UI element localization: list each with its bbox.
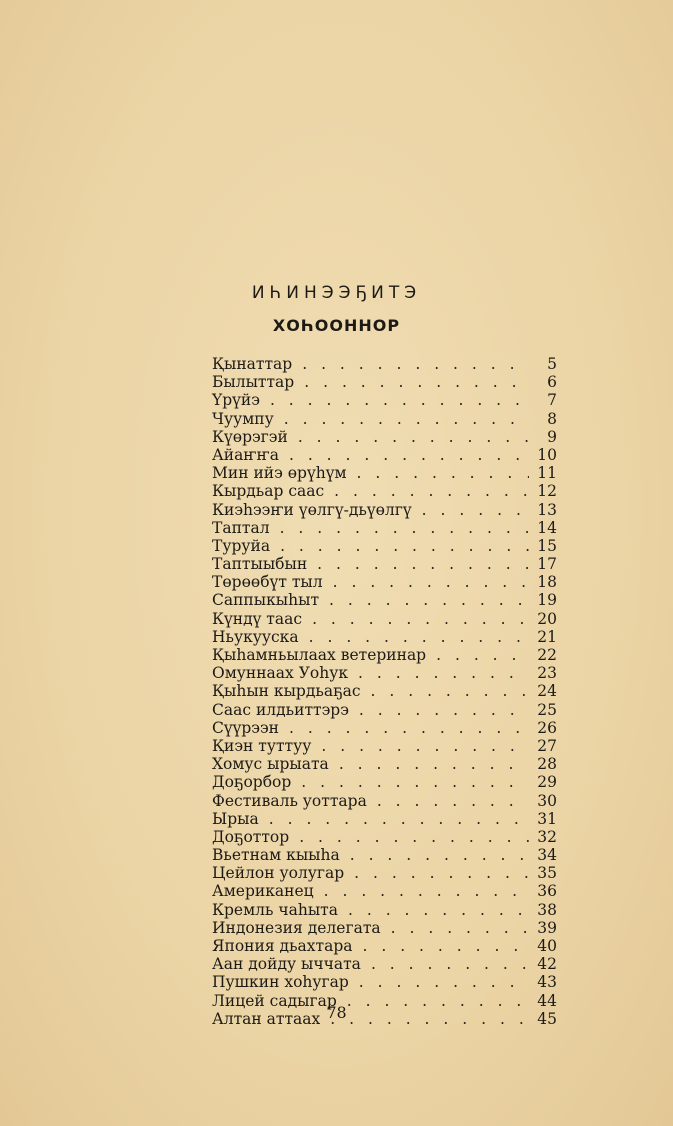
dot-leader [349, 701, 529, 719]
toc-entry [212, 864, 557, 882]
toc-entry-page: 40 [537, 937, 557, 955]
toc-entry-title: Қиэн туттуу [212, 736, 312, 755]
dot-leader [311, 737, 529, 755]
toc-entry [212, 919, 557, 937]
dot-leader [324, 482, 529, 500]
toc-entry-title: Лицей садыгар [212, 991, 337, 1010]
toc-entry-title: Мин ийэ өрүһүм [212, 464, 347, 483]
dot-leader [347, 464, 529, 482]
toc-entry-title: Кырдьар саас [212, 482, 325, 501]
toc-entry [212, 682, 557, 700]
toc-entry-title: Чуумпу [212, 409, 274, 428]
dot-leader [291, 773, 529, 791]
toc-entry [212, 810, 557, 828]
table-of-contents [212, 355, 557, 1028]
dot-leader [344, 864, 529, 882]
toc-entry [212, 719, 557, 737]
toc-entry-page: 43 [537, 973, 557, 992]
toc-entry-title: Цейлон уолугар [212, 864, 345, 883]
toc-entry-title: Қыһамньылаах ветеринар [212, 646, 427, 664]
toc-entry-page: 32 [537, 827, 557, 846]
dot-leader [274, 410, 529, 428]
toc-entry-page: 7 [547, 391, 557, 410]
toc-entry-title: Былыттар [212, 373, 295, 392]
toc-entry-page: 5 [547, 355, 557, 373]
toc-entry-page: 15 [537, 536, 557, 555]
toc-entry-page: 23 [537, 664, 557, 683]
toc-entry-title: Саппыкыһыт [212, 591, 320, 610]
toc-entry-title: Хомус ырыата [212, 755, 329, 774]
toc-entry [212, 646, 557, 664]
toc-entry [212, 410, 557, 428]
dot-leader [289, 828, 529, 846]
toc-entry-title: Аан дойду ыччата [212, 955, 361, 974]
toc-entry-page: 8 [547, 409, 557, 428]
toc-entry-title: Киэһээҥи үөлгү-дьүөлгү [212, 500, 412, 519]
dot-leader [338, 901, 529, 919]
toc-entry [212, 664, 557, 682]
dot-leader [319, 591, 529, 609]
toc-entry-title: Доҕоттор [212, 827, 290, 846]
dot-leader [353, 937, 530, 955]
dot-leader [294, 373, 529, 391]
toc-entry-page: 17 [537, 555, 557, 574]
dot-leader [361, 955, 529, 973]
toc-entry-page: 30 [537, 791, 557, 810]
toc-entry-page: 11 [537, 464, 557, 483]
toc-entry-page: 38 [537, 900, 557, 919]
toc-entry [212, 755, 557, 773]
dot-leader [270, 519, 529, 537]
dot-leader [260, 391, 529, 409]
toc-entry-title: Ньукууска [212, 627, 299, 646]
toc-entry [212, 428, 557, 446]
toc-entry-title: Вьетнам кыыһа [212, 846, 340, 865]
toc-entry-page: 10 [537, 445, 557, 464]
toc-entry-page: 39 [537, 918, 557, 937]
toc-entry-page: 6 [547, 373, 557, 392]
toc-entry-title: Фестиваль уоттара [212, 791, 367, 810]
toc-entry-title: Сүүрээн [212, 718, 279, 737]
toc-entry-page: 18 [537, 573, 557, 592]
toc-entry-title: Алтан аттаах [212, 1009, 321, 1028]
toc-entry-page: 19 [537, 591, 557, 610]
toc-entry-page: 28 [537, 755, 557, 774]
toc-entry-page: 14 [537, 518, 557, 537]
dot-leader [299, 628, 529, 646]
toc-entry-page: 12 [537, 482, 557, 501]
dot-leader [340, 846, 529, 864]
toc-entry [212, 519, 557, 537]
toc-entry-page: 21 [537, 627, 557, 646]
toc-entry [212, 555, 557, 573]
toc-entry-title: Доҕорбор [212, 773, 292, 792]
dot-leader [288, 428, 529, 446]
toc-entry-page: 26 [537, 718, 557, 737]
toc-entry [212, 773, 557, 791]
toc-entry-page: 44 [537, 991, 557, 1010]
toc-entry [212, 828, 557, 846]
section-heading: ИҺИНЭЭҔИТЭ [251, 283, 422, 303]
toc-entry [212, 591, 557, 609]
toc-entry [212, 482, 557, 500]
toc-entry [212, 846, 557, 864]
dot-leader [292, 355, 529, 373]
toc-entry-title: Япония дьахтара [212, 937, 353, 955]
toc-entry-title: Омуннаах Уоһук [212, 664, 349, 683]
dot-leader [270, 537, 529, 555]
toc-entry-page: 9 [547, 427, 557, 446]
dot-leader [323, 573, 529, 591]
dot-leader [314, 882, 529, 900]
dot-leader [412, 501, 529, 519]
toc-entry-title: Күндү таас [212, 609, 303, 628]
toc-entry-title: Пушкин хоһугар [212, 973, 349, 992]
toc-entry-title: Ырыа [212, 809, 259, 828]
toc-entry [212, 355, 557, 373]
toc-entry-page: 20 [537, 609, 557, 628]
dot-leader [348, 664, 529, 682]
toc-entry [212, 573, 557, 591]
toc-entry-page: 31 [537, 809, 557, 828]
toc-entry [212, 464, 557, 482]
dot-leader [307, 555, 529, 573]
toc-entry-page: 35 [537, 864, 557, 883]
toc-entry-page: 27 [537, 736, 557, 755]
toc-entry-title: Саас илдьиттэрэ [212, 700, 349, 719]
toc-entry [212, 628, 557, 646]
toc-entry-page: 34 [537, 846, 557, 865]
dot-leader [329, 755, 529, 773]
toc-entry [212, 501, 557, 519]
toc-entry [212, 446, 557, 464]
toc-entry-title: Айаҥҥа [212, 445, 279, 464]
toc-entry-page: 13 [537, 500, 557, 519]
toc-entry-title: Үрүйэ [212, 391, 260, 410]
toc-entry-page: 36 [537, 882, 557, 901]
toc-entry [212, 701, 557, 719]
toc-entry [212, 955, 557, 973]
toc-entry [212, 937, 557, 955]
toc-entry-title: Қыһын кырдьаҕас [212, 682, 361, 701]
dot-leader [367, 792, 529, 810]
dot-leader [279, 446, 529, 464]
toc-entry [212, 391, 557, 409]
dot-leader [302, 610, 529, 628]
toc-entry [212, 373, 557, 391]
toc-entry-title: Күөрэгэй [212, 427, 288, 446]
toc-entry [212, 537, 557, 555]
toc-entry-page: 29 [537, 773, 557, 792]
toc-entry [212, 901, 557, 919]
toc-entry-title: Қынаттар [212, 355, 293, 373]
page-number: 78 [326, 1003, 347, 1022]
toc-entry-title: Таптал [212, 518, 270, 537]
toc-entry-page: 42 [537, 955, 557, 974]
toc-entry-page: 25 [537, 700, 557, 719]
toc-entry-title: Туруйа [212, 536, 271, 555]
dot-leader [381, 919, 529, 937]
toc-entry-title: Төрөөбүт тыл [212, 573, 323, 592]
toc-entry-title: Индонезия делегата [212, 918, 381, 937]
toc-entry-title: Американец [212, 882, 314, 901]
dot-leader [259, 810, 529, 828]
dot-leader [279, 719, 529, 737]
section-subheading: ХОҺООННОР [272, 316, 401, 335]
toc-entry [212, 882, 557, 900]
toc-entry-title: Кремль чаһыта [212, 900, 338, 919]
dot-leader [426, 646, 529, 664]
toc-entry-page: 22 [537, 646, 557, 664]
toc-entry [212, 973, 557, 991]
dot-leader [361, 682, 529, 700]
toc-entry [212, 792, 557, 810]
toc-entry-page: 45 [537, 1009, 557, 1028]
toc-entry [212, 737, 557, 755]
dot-leader [349, 973, 529, 991]
toc-entry-page: 24 [537, 682, 557, 701]
toc-entry-title: Таптыыбын [212, 555, 308, 574]
toc-entry [212, 610, 557, 628]
